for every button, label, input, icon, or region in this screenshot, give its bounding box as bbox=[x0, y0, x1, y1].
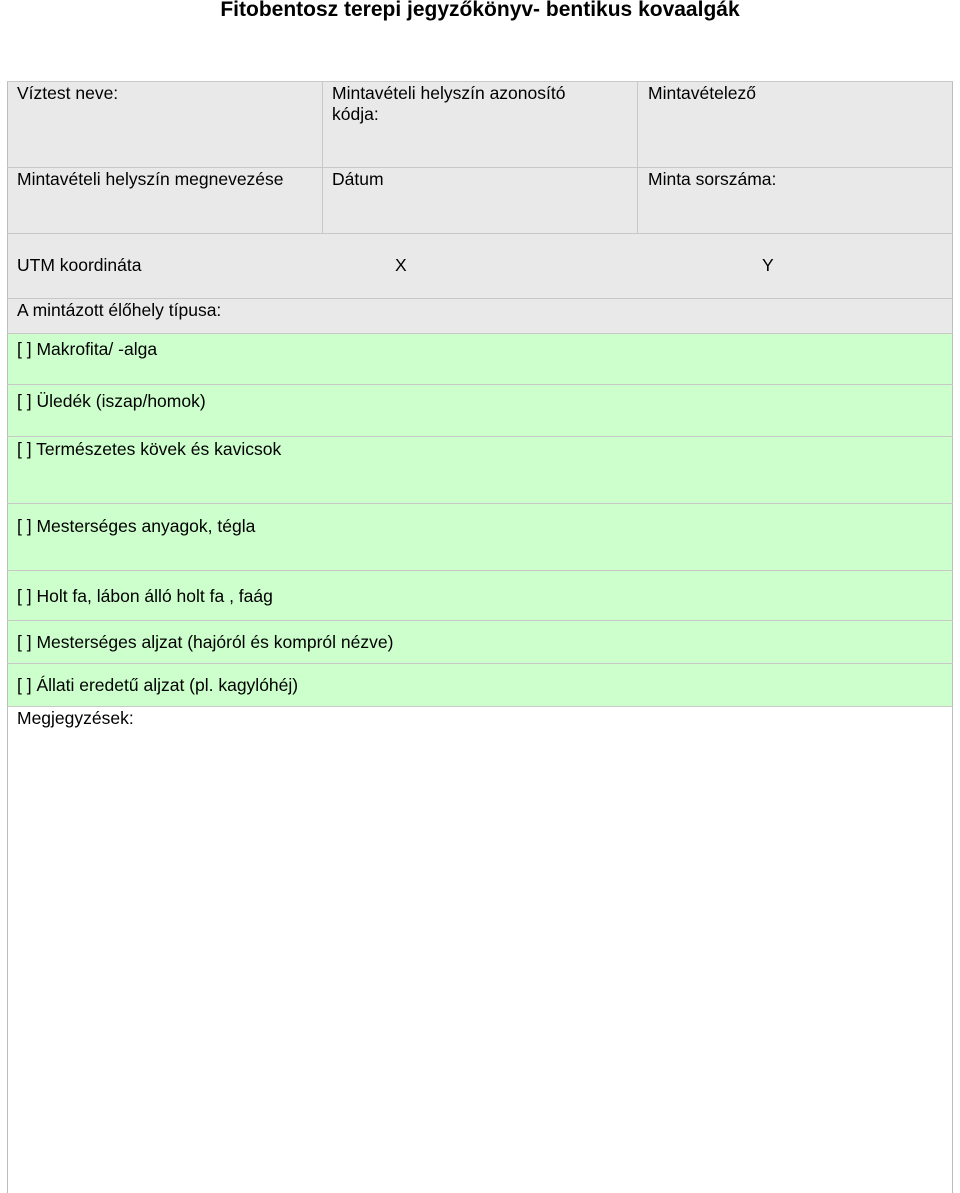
header-divider bbox=[322, 81, 323, 233]
header-divider bbox=[637, 81, 638, 233]
row-divider bbox=[7, 167, 953, 168]
habitat-option-artificial-substrate[interactable]: [ ] Mesterséges aljzat (hajóról és kompról nézve) bbox=[17, 632, 394, 652]
form-title: Fitobentosz terepi jegyzőkönyv- bentikus kovaalgák bbox=[220, 0, 740, 21]
habitat-option-animal-substrate[interactable]: [ ] Állati eredetű aljzat (pl. kagylóhéj) bbox=[17, 675, 299, 695]
utm-label: UTM koordináta bbox=[17, 255, 142, 275]
row-divider bbox=[7, 663, 953, 664]
habitat-option-stones[interactable]: [ ] Természetes kövek és kavicsok bbox=[17, 439, 282, 459]
habitat-option-macrophyte[interactable]: [ ] Makrofita/ -alga bbox=[17, 339, 158, 359]
utm-y-label: Y bbox=[762, 255, 774, 275]
waterbody-name-label: Víztest neve: bbox=[17, 83, 119, 103]
sample-number-label: Minta sorszáma: bbox=[648, 169, 777, 189]
row-divider bbox=[7, 298, 953, 299]
site-code-label: Mintavételi helyszín azonosító kódja: bbox=[332, 83, 566, 124]
habitat-type-label: A mintázott élőhely típusa: bbox=[17, 300, 222, 320]
row-divider bbox=[7, 620, 953, 621]
notes-area[interactable] bbox=[8, 730, 952, 1193]
row-divider bbox=[7, 81, 953, 82]
row-divider bbox=[7, 436, 953, 437]
row-divider bbox=[7, 333, 953, 334]
row-divider bbox=[7, 570, 953, 571]
habitat-option-sediment[interactable]: [ ] Üledék (iszap/homok) bbox=[17, 391, 206, 411]
date-label: Dátum bbox=[332, 169, 384, 189]
sampler-label: Mintavételező bbox=[648, 83, 756, 103]
habitat-option-deadwood[interactable]: [ ] Holt fa, lábon álló holt fa , faág bbox=[17, 586, 273, 606]
site-name-label: Mintavételi helyszín megnevezése bbox=[17, 169, 284, 189]
row-divider bbox=[7, 706, 953, 707]
row-divider bbox=[7, 503, 953, 504]
utm-x-label: X bbox=[395, 255, 407, 275]
notes-label: Megjegyzések: bbox=[17, 708, 134, 728]
row-divider bbox=[7, 233, 953, 234]
habitat-option-artificial[interactable]: [ ] Mesterséges anyagok, tégla bbox=[17, 516, 256, 536]
row-divider bbox=[7, 384, 953, 385]
